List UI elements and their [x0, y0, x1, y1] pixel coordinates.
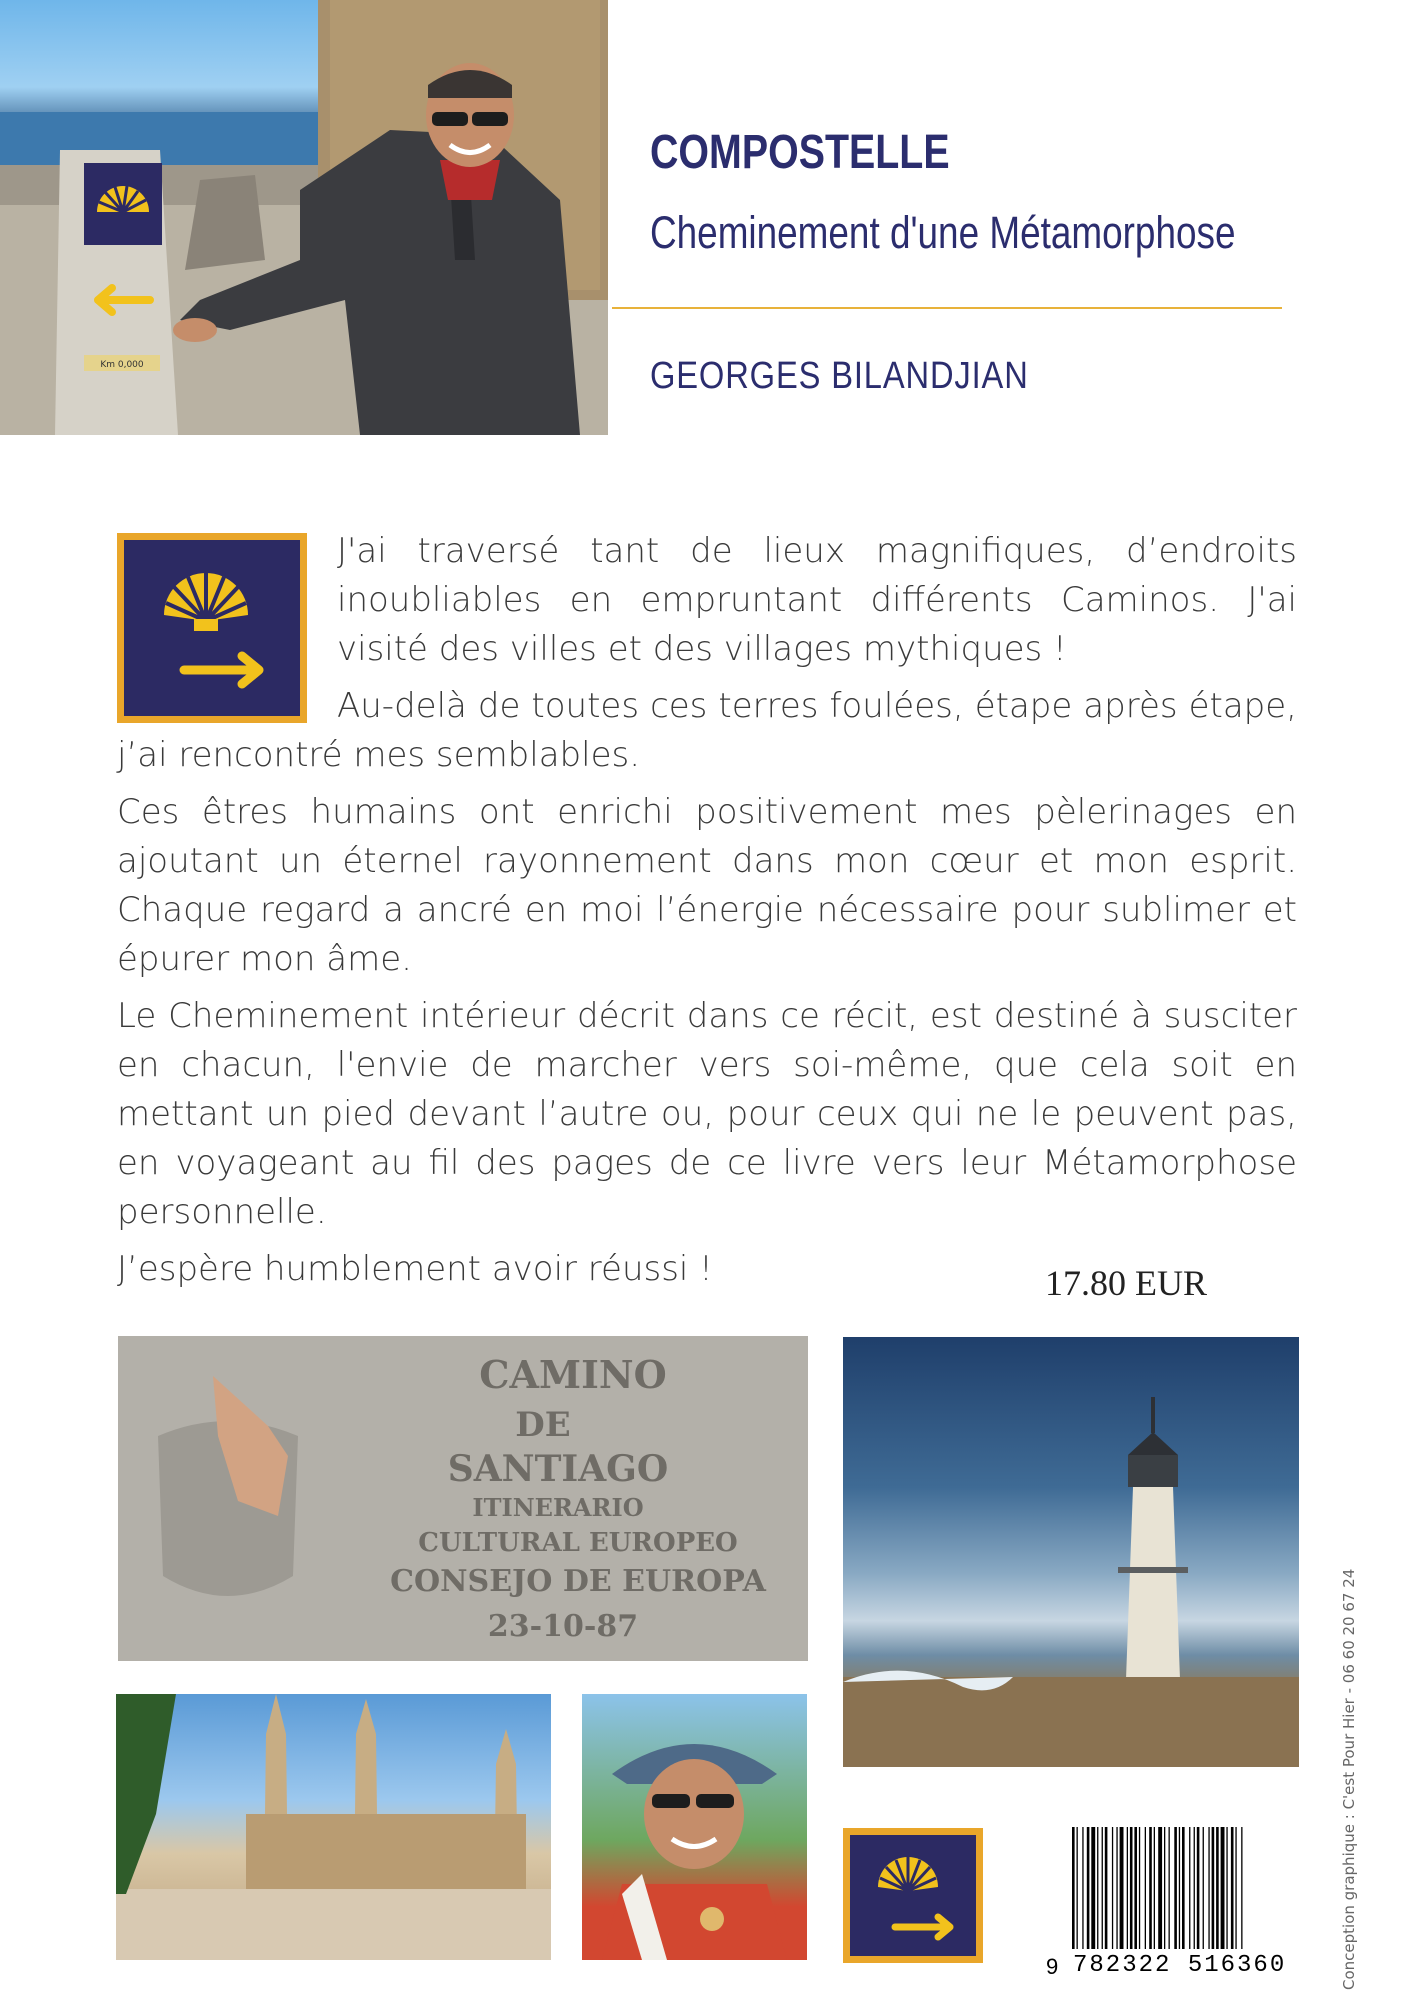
- barcode-bar: [1105, 1827, 1108, 1949]
- isbn-prefix-digit: 9: [1046, 1954, 1059, 1979]
- barcode-bar: [1226, 1827, 1227, 1949]
- barcode-bars: [1068, 1827, 1300, 1955]
- arrow-right-small-icon: [895, 1917, 950, 1937]
- author-name: GEORGES BILANDJIAN: [650, 355, 1029, 397]
- barcode-bar: [1087, 1827, 1090, 1949]
- book-subtitle: Cheminement d'une Métamorphose: [650, 207, 1236, 258]
- barcode-bar: [1212, 1827, 1215, 1949]
- blurb-paragraph-5: J’espère humblement avoir réussi !: [117, 1249, 713, 1289]
- cover-photo-pilgrim-milestone: [0, 0, 608, 435]
- barcode-bar: [1112, 1827, 1113, 1949]
- cathedral-scene: [116, 1694, 551, 1960]
- barcode-bar: [1197, 1827, 1200, 1949]
- barcode-bar: [1216, 1827, 1219, 1949]
- barcode-bar: [1091, 1827, 1095, 1949]
- barcode-bar: [1174, 1827, 1177, 1949]
- barcode-bar: [1241, 1827, 1242, 1949]
- photo-pilgrim-portrait: [582, 1694, 807, 1960]
- scallop-shell-tile: [117, 533, 307, 723]
- back-cover-blurb: [117, 527, 1297, 1302]
- scallop-shell-tile-small: [843, 1828, 983, 1963]
- barcode-bar: [1189, 1827, 1190, 1949]
- barcode-bar: [1194, 1827, 1195, 1949]
- barcode-bar: [1134, 1827, 1137, 1949]
- price-label: 17.80 EUR: [1045, 1263, 1207, 1303]
- title-divider: [612, 307, 1282, 309]
- pilgrim-scene: [582, 1694, 807, 1960]
- plaque-line-5: CULTURAL EUROPEO: [418, 1528, 738, 1558]
- book-title: COMPOSTELLE: [650, 126, 950, 179]
- barcode-bar: [1169, 1827, 1170, 1949]
- barcode-bar: [1231, 1827, 1234, 1949]
- barcode-bar: [1179, 1827, 1180, 1949]
- barcode-bar: [1120, 1827, 1124, 1949]
- blurb-paragraph-4: Le Cheminement intérieur décrit dans ce récit, est destiné à susciter en chacun, l'envie de marcher vers soi-même, que cela soit en mettant un pied devant l’autre ou, pour ceux qui ne le peuvent pas, en voyageant au fil des pages de ce livre vers leur Métamorphose personnelle.: [117, 996, 1297, 1232]
- barcode-bar: [1154, 1827, 1155, 1949]
- milestone-scene: [0, 0, 608, 435]
- barcode-bar: [1072, 1827, 1075, 1949]
- barcode-bar: [1145, 1827, 1146, 1949]
- plaque-line-7: 23-10-87: [487, 1609, 639, 1644]
- stone-plaque-scene: [118, 1336, 808, 1661]
- plaque-line-3: SANTIAGO: [447, 1448, 669, 1490]
- plaque-line-2: DE: [515, 1405, 571, 1445]
- barcode-bar: [1182, 1827, 1185, 1949]
- barcode-bar: [1208, 1827, 1209, 1949]
- barcode-bar: [1082, 1827, 1083, 1949]
- scallop-shell-small-icon: [850, 1835, 976, 1956]
- milestone-km-label: Km 0,000: [100, 360, 144, 370]
- barcode-bar: [1139, 1827, 1140, 1949]
- barcode-bar: [1130, 1827, 1133, 1949]
- blurb-paragraph-3: Ces êtres humains ont enrichi positivement mes pèlerinages en ajoutant un éternel rayonnement dans mon cœur et mon esprit. Chaque regard a ancré en moi l’énergie nécessaire pour sublimer et épurer mon âme.: [117, 792, 1297, 979]
- plaque-line-1: CAMINO: [479, 1352, 667, 1397]
- isbn-digits: 782322 516360: [1073, 1952, 1287, 1979]
- blurb-paragraph-2: Au-delà de toutes ces terres foulées, étape après étape, j’ai rencontré mes semblables.: [117, 686, 1297, 775]
- barcode-bar: [1102, 1827, 1103, 1949]
- photo-lighthouse: [843, 1337, 1299, 1767]
- isbn-barcode: [1068, 1827, 1300, 1955]
- lighthouse-scene: [843, 1337, 1299, 1767]
- plaque-line-4: ITINERARIO: [472, 1493, 644, 1522]
- barcode-bar: [1221, 1827, 1225, 1949]
- barcode-bar: [1158, 1827, 1162, 1949]
- plaque-line-6: CONSEJO DE EUROPA: [390, 1564, 766, 1599]
- barcode-bar: [1077, 1827, 1078, 1949]
- barcode-bar: [1164, 1827, 1165, 1949]
- barcode-bar: [1116, 1827, 1117, 1949]
- barcode-bar: [1203, 1827, 1204, 1949]
- photo-santiago-cathedral: [116, 1694, 551, 1960]
- arrow-right-icon: [184, 656, 259, 684]
- barcode-bar: [1097, 1827, 1098, 1949]
- design-credit: Conception graphique : C'est Pour Hier - 06 60 20 67 24: [1340, 1568, 1358, 1990]
- barcode-bar: [1149, 1827, 1152, 1949]
- scallop-shell-icon: [124, 540, 300, 716]
- barcode-bar: [1127, 1827, 1128, 1949]
- barcode-bar: [1235, 1827, 1236, 1949]
- blurb-paragraph-1: J'ai traversé tant de lieux magnifiques, d’endroits inoubliables en empruntant différents Caminos. J'ai visité des villes et des villages mythiques !: [337, 531, 1297, 669]
- photo-camino-stone-plaque: [118, 1336, 808, 1661]
